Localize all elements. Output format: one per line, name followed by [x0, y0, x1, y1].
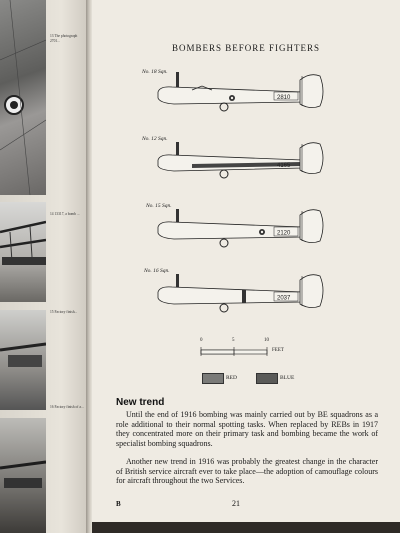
left-page: [0, 0, 88, 533]
legend-swatch-blue: [256, 373, 278, 384]
aircraft-serial-4: 2037: [277, 295, 291, 302]
legend-label-blue: BLUE: [280, 375, 295, 381]
aircraft-drawing-1: [152, 70, 332, 115]
scale-unit: FEET: [272, 348, 284, 353]
aircraft-label-4: No. 16 Sqn.: [144, 268, 170, 274]
page-number: 21: [232, 499, 240, 508]
aircraft-drawing-2: [152, 140, 332, 185]
scale-tick-5: 5: [232, 338, 235, 343]
scale-tick-10: 10: [264, 338, 269, 343]
legend-swatch-red: [202, 373, 224, 384]
signature-mark: B: [116, 500, 121, 508]
caption-13: 13 The photograph 2701...: [50, 34, 78, 43]
aerial-photo-detail: [0, 0, 46, 195]
running-header: BOMBERS BEFORE FIGHTERS: [171, 43, 321, 53]
aircraft-label-1: No. 18 Sqn.: [142, 69, 168, 75]
aircraft-drawing-4: [152, 272, 332, 317]
aircraft-serial-3: 2120: [277, 230, 291, 237]
right-page: [92, 0, 400, 533]
section-heading: New trend: [116, 397, 165, 408]
aerial-photo: [0, 0, 46, 195]
biplane-photo-3: [0, 418, 46, 533]
caption-14: 14 13317, a bomb ...: [50, 212, 80, 216]
aircraft-drawing-3: [152, 207, 332, 252]
aircraft-serial-2: 4165: [277, 163, 291, 169]
scale-tick-0: 0: [200, 338, 203, 343]
table-surface: [92, 522, 400, 533]
caption-16: 16 Factory finish of a...: [50, 405, 84, 409]
caption-15: 15 Factory finish...: [50, 310, 78, 314]
biplane-photo-1: [0, 202, 46, 302]
aircraft-label-2: No. 12 Sqn.: [142, 136, 168, 142]
legend-label-red: RED: [226, 375, 237, 381]
aircraft-serial-1: 2810: [277, 95, 291, 101]
biplane-photo-2: [0, 310, 46, 410]
paragraph-1: Until the end of 1916 bombing was mainly carried out by BE squadrons as a role additional to their normal spotting tasks. When replaced by REBs in 1917 they concentrated more on their primary task and bombing became the work of specialist bombing squadrons.: [116, 410, 378, 448]
paragraph-2: Another new trend in 1916 was probably the greatest change in the character of British service aircraft ever to take place—the adoption of camouflage colours for aircraft throughout the two Services.: [116, 457, 378, 485]
aircraft-label-3: No. 15 Sqn.: [146, 203, 172, 209]
